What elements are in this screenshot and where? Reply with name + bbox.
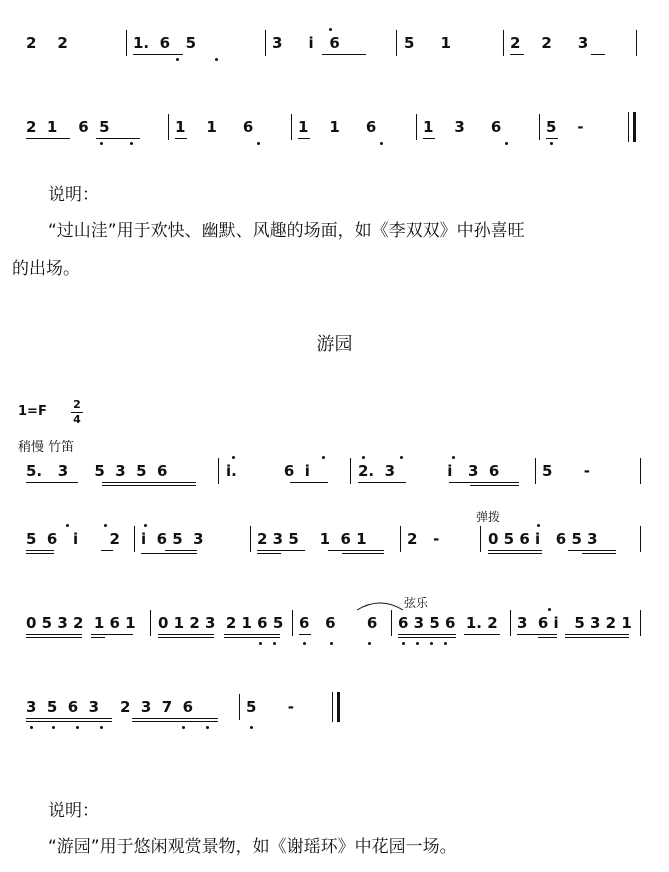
low-octave-dot — [330, 642, 333, 645]
underline — [538, 637, 557, 638]
measure: 1. 6 5 — [133, 34, 197, 52]
low-octave-dot — [182, 726, 185, 729]
measure: 6 6 6 — [299, 614, 378, 632]
low-octave-dot — [259, 642, 262, 645]
underline — [257, 550, 305, 551]
underline — [398, 634, 456, 635]
underline — [322, 54, 366, 55]
barline — [480, 526, 481, 552]
high-octave-dot — [144, 524, 147, 527]
measure: 3 i 6 — [272, 34, 340, 52]
low-octave-dot — [257, 142, 260, 145]
barline — [396, 30, 397, 56]
low-octave-dot — [52, 726, 55, 729]
underline — [290, 482, 328, 483]
barline — [239, 694, 240, 720]
measure: 5 - — [542, 462, 590, 480]
measure: 3 6 i 5 3 2 1 — [517, 614, 632, 632]
final-barline — [337, 692, 340, 722]
measure: 2 1 6 5 — [26, 118, 110, 136]
barline — [134, 526, 135, 552]
underline — [158, 634, 214, 635]
underline — [510, 54, 524, 55]
key-signature: 1=F — [18, 404, 47, 419]
barline — [640, 610, 641, 636]
low-octave-dot — [273, 642, 276, 645]
barline — [640, 458, 641, 484]
measure: 5 6 i 2 — [26, 530, 120, 548]
measure: 2 2 3 — [510, 34, 589, 52]
underline — [299, 634, 311, 635]
barline — [636, 30, 637, 56]
underline — [26, 637, 82, 638]
underline — [132, 718, 218, 719]
final-barline-thin — [332, 692, 333, 722]
measure: 5 - — [246, 698, 294, 716]
underline — [132, 721, 218, 722]
barline — [250, 526, 251, 552]
low-octave-dot — [76, 726, 79, 729]
high-octave-dot — [66, 524, 69, 527]
barline — [126, 30, 127, 56]
high-octave-dot — [322, 456, 325, 459]
measure: 0 1 2 3 2 1 6 5 — [158, 614, 284, 632]
underline — [102, 485, 196, 486]
measure: 3 5 6 3 2 3 7 6 — [26, 698, 194, 716]
measure: 1 1 6 — [298, 118, 377, 136]
barline — [292, 610, 293, 636]
barline — [539, 114, 540, 140]
measure: 5 - — [546, 118, 584, 136]
high-octave-dot — [362, 456, 365, 459]
underline — [342, 553, 384, 554]
measure: 2 - — [407, 530, 440, 548]
time-signature-top: 2 — [73, 398, 81, 411]
underline — [358, 482, 406, 483]
measure: 2 3 5 1 6 1 — [257, 530, 367, 548]
measure: 5 1 — [404, 34, 451, 52]
underline — [398, 637, 456, 638]
low-octave-dot — [206, 726, 209, 729]
underline — [101, 550, 113, 551]
low-octave-dot — [402, 642, 405, 645]
low-octave-dot — [380, 142, 383, 145]
note-text: “游园”用于悠闲观赏景物，如《谢瑶环》中花园一场。 — [48, 837, 457, 857]
low-octave-dot — [30, 726, 33, 729]
underline — [517, 634, 557, 635]
underline — [591, 54, 605, 55]
note-text: 的出场。 — [12, 259, 80, 279]
instrument-annotation: 弦乐 — [404, 596, 429, 610]
note-label: 说明： — [48, 801, 99, 821]
barline — [168, 114, 169, 140]
measure: i. 6 i — [226, 462, 310, 480]
measure: 1 1 6 — [175, 118, 254, 136]
barline — [503, 30, 504, 56]
piece-title: 游园 — [316, 334, 353, 355]
slur — [355, 598, 405, 612]
underline — [26, 550, 54, 551]
underline — [257, 553, 281, 554]
high-octave-dot — [329, 28, 332, 31]
underline — [488, 550, 542, 551]
barline — [350, 458, 351, 484]
low-octave-dot — [550, 142, 553, 145]
underline — [175, 138, 187, 139]
instrument-annotation: 弹拨 — [476, 510, 501, 524]
low-octave-dot — [215, 58, 218, 61]
high-octave-dot — [232, 456, 235, 459]
underline — [449, 482, 519, 483]
high-octave-dot — [548, 608, 551, 611]
high-octave-dot — [400, 456, 403, 459]
measure: 1 3 6 — [423, 118, 502, 136]
underline — [488, 553, 542, 554]
final-barline-thin — [628, 112, 629, 142]
low-octave-dot — [176, 58, 179, 61]
underline — [158, 637, 214, 638]
time-signature-bottom: 4 — [73, 413, 81, 426]
barline — [391, 610, 392, 636]
underline — [26, 718, 112, 719]
measure: 0 5 6 i 6 5 3 — [488, 530, 598, 548]
underline — [26, 553, 54, 554]
tempo-marking: 稍慢 竹笛 — [18, 440, 75, 455]
barline — [291, 114, 292, 140]
underline — [568, 550, 616, 551]
low-octave-dot — [130, 142, 133, 145]
low-octave-dot — [100, 142, 103, 145]
barline — [400, 526, 401, 552]
barline — [640, 526, 641, 552]
underline — [565, 637, 629, 638]
measure: 5. 3 5 3 5 6 — [26, 462, 168, 480]
low-octave-dot — [250, 726, 253, 729]
measure: 6 3 5 6 1. 2 — [398, 614, 498, 632]
underline — [224, 637, 280, 638]
barline — [535, 458, 536, 484]
underline — [91, 637, 105, 638]
barline — [510, 610, 511, 636]
low-octave-dot — [430, 642, 433, 645]
low-octave-dot — [100, 726, 103, 729]
underline — [423, 138, 435, 139]
underline — [96, 138, 140, 139]
high-octave-dot — [104, 524, 107, 527]
underline — [141, 553, 197, 554]
note-text: “过山洼”用于欢快、幽默、风趣的场面，如《李双双》中孙喜旺 — [48, 221, 525, 241]
underline — [298, 138, 310, 139]
low-octave-dot — [444, 642, 447, 645]
high-octave-dot — [537, 524, 540, 527]
underline — [91, 634, 133, 635]
low-octave-dot — [303, 642, 306, 645]
underline — [470, 485, 519, 486]
measure: i 6 5 3 — [141, 530, 204, 548]
underline — [26, 482, 78, 483]
final-barline — [633, 112, 636, 142]
barline — [218, 458, 219, 484]
measure: 2 2 — [26, 34, 68, 52]
underline — [102, 482, 196, 483]
barline — [416, 114, 417, 140]
measure: 0 5 3 2 1 6 1 — [26, 614, 136, 632]
barline — [265, 30, 266, 56]
underline — [582, 553, 616, 554]
low-octave-dot — [368, 642, 371, 645]
underline — [26, 138, 70, 139]
underline — [26, 721, 112, 722]
underline — [328, 550, 384, 551]
underline — [26, 634, 82, 635]
underline — [546, 138, 558, 139]
underline — [165, 550, 197, 551]
barline — [150, 610, 151, 636]
underline — [464, 634, 500, 635]
measure: 2. 3 i 3 6 — [358, 462, 500, 480]
low-octave-dot — [505, 142, 508, 145]
low-octave-dot — [416, 642, 419, 645]
high-octave-dot — [452, 456, 455, 459]
underline — [224, 634, 280, 635]
underline — [565, 634, 629, 635]
note-label: 说明： — [48, 185, 99, 205]
underline — [133, 54, 183, 55]
